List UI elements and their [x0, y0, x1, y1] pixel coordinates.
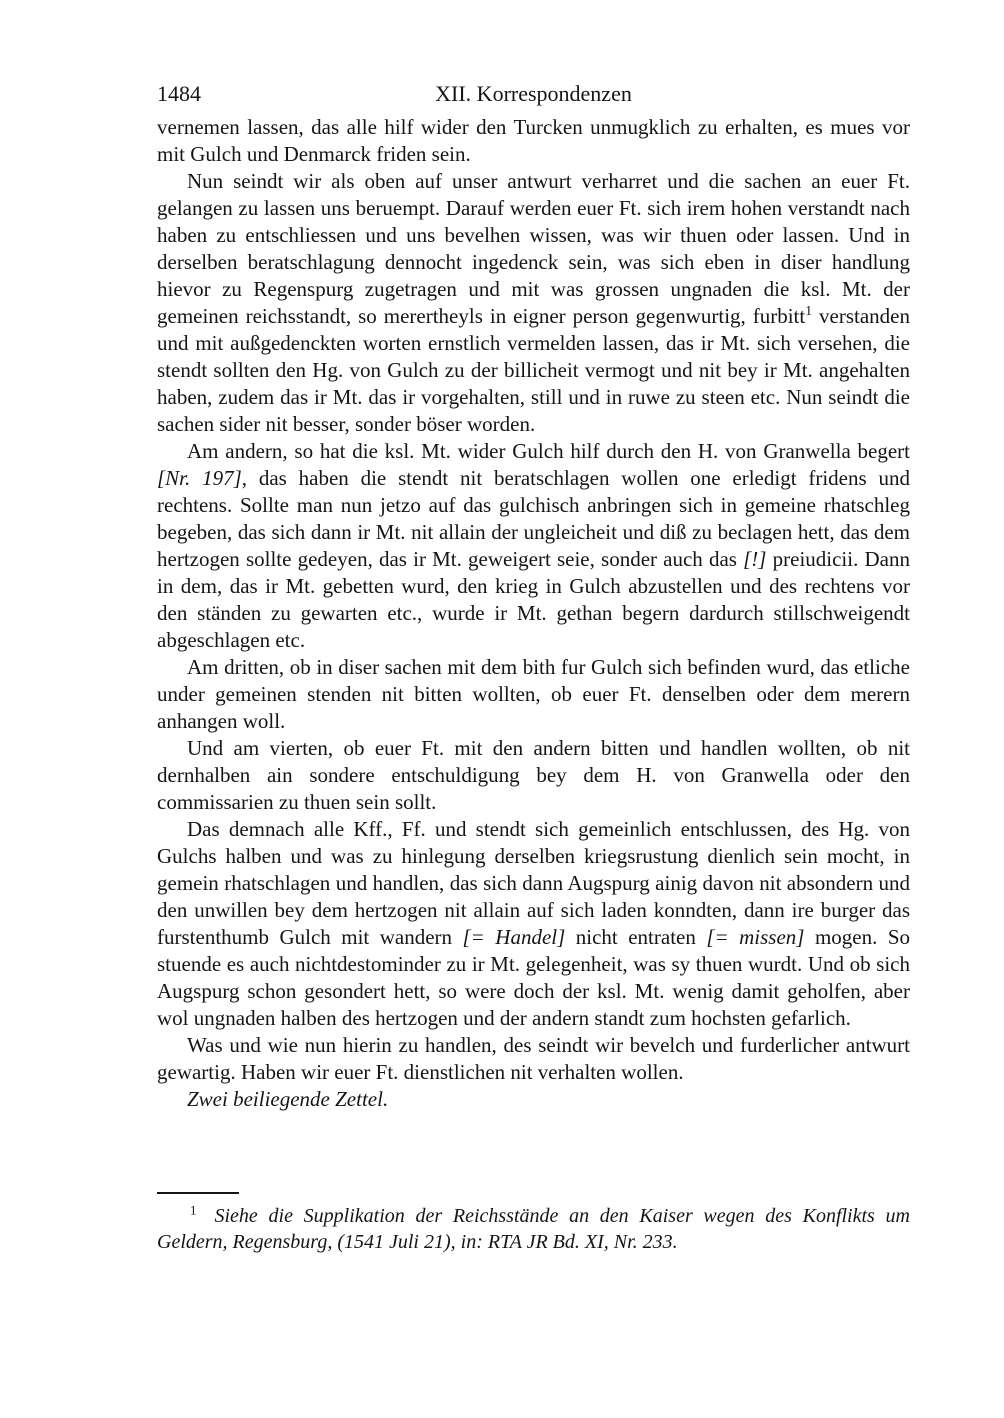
- paragraph: [157, 816, 910, 1032]
- paragraph: [157, 168, 910, 438]
- text-segment: [!]: [743, 547, 767, 571]
- text-segment: preiudicii. Dann in dem, das ir Mt. gebetten wurd, den krieg in Gulch abzustellen und des rechtens vor den ständen zu gewarten etc., wurde ir Mt. gethan begern dardurch stillschweigendt abgeschlagen etc.: [157, 547, 910, 652]
- footnote-text: [157, 1205, 910, 1253]
- paragraph: [157, 438, 910, 654]
- paragraph: [157, 735, 910, 816]
- footnote-section: [157, 1192, 910, 1255]
- paragraph: [157, 114, 910, 168]
- paragraph: [157, 1086, 910, 1113]
- text-segment: [= Handel]: [462, 925, 566, 949]
- paragraph: [157, 654, 910, 735]
- text-segment: Am andern, so hat die ksl. Mt. wider Gulch hilf durch den H. von Granwella begert: [187, 439, 910, 463]
- text-segment: verstanden und mit außgedenckten worten ernstlich vermelden lassen, das ir Mt. sich versehen, die stendt sollten den Hg. von Gulch zu der billicheit vermogt und nit bey ir Mt. angehalten haben, zudem das ir Mt. das ir vorgehalten, still und in ruwe zu steen etc. Nun seindt die sachen sider nit besser, sonder böser worden.: [157, 304, 910, 436]
- footnote: [157, 1203, 910, 1255]
- text-segment: [Nr. 197]: [157, 466, 242, 490]
- paragraph: [157, 1032, 910, 1086]
- text-segment: nicht entraten: [565, 925, 707, 949]
- footnote-marker: 1: [190, 1202, 197, 1218]
- running-header: [157, 80, 910, 108]
- text-segment: Siehe die Supplikation der Reichsstände an den Kaiser wegen des Konflikts um Geldern, Regensburg, (1541 Juli 21), in: RTA JR Bd. XI, Nr. 233.: [157, 1205, 910, 1253]
- text-segment: Am dritten, ob in diser sachen mit dem bith fur Gulch sich befinden wurd, das etliche under gemeinen stenden nit bitten wollten, ob euer Ft. denselben oder dem merern anhangen woll.: [157, 655, 910, 733]
- footnote-ref: 1: [805, 303, 813, 318]
- text-segment: [= missen]: [706, 925, 805, 949]
- text-segment: , das haben die stendt nit beratschlagen wollen one erledigt fridens und rechtens. Sollte man nun jetzo auf das gulchisch anbringen sich in gemeine rhatschleg begeben, das sich dann ir Mt. nit allain der ungleicheit und diß zu beclagen hett, das dem hertzogen sollte gedeyen, das ir Mt. geweigert seie, sonder auch das: [157, 466, 910, 571]
- page-number: 1484: [157, 81, 201, 106]
- text-segment: mogen. So stuende es auch nichtdestominder zu ir Mt. gelegenheit, was sy thuen wurdt. Und ob sich Augspurg schon gesondert hett, so were doch der ksl. Mt. wenig damit geholfen, aber wol ungnaden halben des hertzogen und der andern standt zum hochsten gefarlich.: [157, 925, 911, 1030]
- footnote-separator: [157, 1192, 239, 1194]
- running-head-title: XII. Korrespondenzen: [435, 81, 632, 106]
- body-text: [157, 114, 910, 1113]
- text-segment: Das demnach alle Kff., Ff. und stendt sich gemeinlich entschlussen, des Hg. von Gulchs halben und was zu hinlegung derselben kriegsrustung dienlich sein mocht, in gemein rhatschlagen und handlen, das sich dann Augspurg ainig davon nit absondern und den unwillen bey dem hertzogen nit allain auf sich laden konndten, dann ire burger das furstenthumb Gulch mit wandern: [157, 817, 910, 949]
- text-segment: Zwei beiliegende Zettel.: [187, 1087, 389, 1111]
- text-segment: Was und wie nun hierin zu handlen, des seindt wir bevelch und furderlicher antwurt gewartig. Haben wir euer Ft. dienstlichen nit verhalten wollen.: [157, 1033, 910, 1084]
- text-segment: vernemen lassen, das alle hilf wider den Turcken unmugklich zu erhalten, es mues vor mit Gulch und Denmarck friden sein.: [157, 115, 910, 166]
- text-segment: Und am vierten, ob euer Ft. mit den andern bitten und handlen wollten, ob nit dernhalben ain sondere entschuldigung bey dem H. von Granwella oder den commissarien zu thuen sein sollt.: [157, 736, 910, 814]
- text-segment: Nun seindt wir als oben auf unser antwurt verharret und die sachen an euer Ft. gelangen zu lassen uns beruempt. Darauf werden euer Ft. sich irem hohen verstandt nach haben zu entschliessen und uns bevelhen wissen, was wir thuen oder lassen. Und in derselben beratschlagung dennocht ingedenck sein, was sich eben in diser handlung hievor zu Regenspurg zugetragen und mit was grossen ungnaden die ksl. Mt. der gemeinen reichsstandt, so merertheyls in eigner person gegenwurtig, furbitt: [157, 169, 910, 328]
